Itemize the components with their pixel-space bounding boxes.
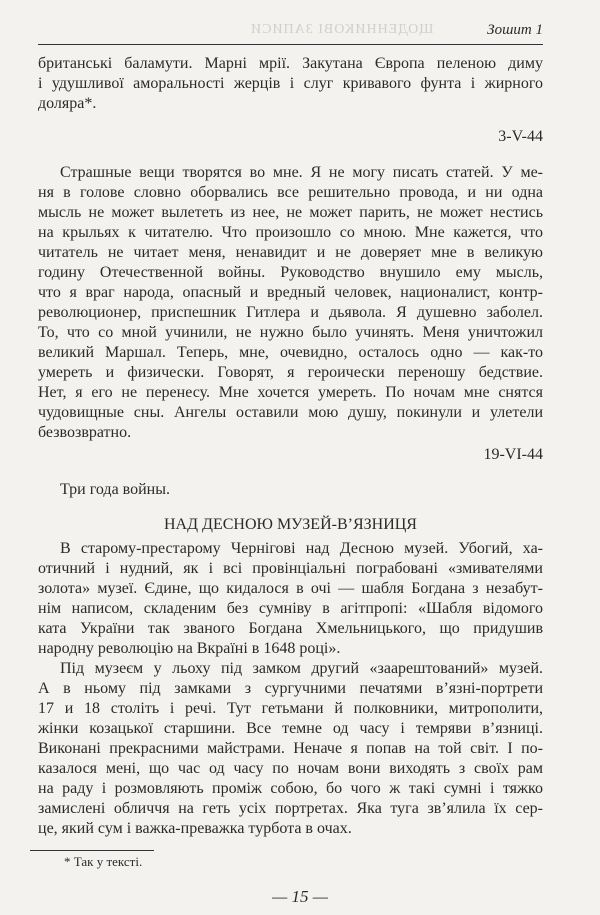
text-line: Виконані прекрасними майстрами. Неначе я попав на той світ. І по- <box>38 740 543 757</box>
text-line: что я враг народа, опасный и вредный человек, националист, контр- <box>38 284 543 301</box>
section-para-1 <box>38 539 543 659</box>
text-line: це, який сум і важка-преважка турбота в очах. <box>38 820 352 837</box>
text-line: на крыльях к читателю. Что произошло со мною. Мне кажется, что <box>38 224 543 241</box>
text-line: ката України так званого Богдана Хмельницького, що придушив <box>38 620 543 637</box>
text-line: великий Маршал. Теперь, мне, очевидно, осталось одно — как-то <box>38 344 543 361</box>
entry-date: 3-V-44 <box>498 128 543 145</box>
page-number: — 15 — <box>272 887 328 906</box>
text-line: отичний і нудний, як і всі провінціальні пограбовані «змивателями <box>38 560 543 577</box>
text-line: читатель не читает меня, ненавидит и не доверяет мне в великую <box>38 244 543 261</box>
entry-date: 19-VI-44 <box>483 446 543 463</box>
text-line: Нет, я его не перенесу. Мне хочется умереть. По ночам мне снятся <box>38 384 543 401</box>
footnote: * Так у тексті. <box>64 854 143 869</box>
section-heading-wrap <box>38 515 543 535</box>
section-heading: НАД ДЕСНОЮ МУЗЕЙ-В’ЯЗНИЦЯ <box>164 516 417 533</box>
text-line: золота» музеї. Єдине, що кидалося в очі — шабля Богдана з незабут- <box>38 580 543 597</box>
footnote-rule <box>30 850 154 851</box>
text-line: і удушливої аморальності жерців і слуг кривавого фунта і жирного <box>38 75 543 92</box>
text-line: годину Отечественной войны. Руководство внушило ему мысль, <box>38 264 543 281</box>
text-line: на раду і розмовляють проміж собою, бо чого ж такі сумні і тяжко <box>38 780 543 797</box>
text-line: казалося мені, що час од часу по ночам вони виходять з своїх рам <box>38 760 543 777</box>
text-line: жінки козацької старшини. Все темне од часу і темряви в’язниці. <box>38 720 543 737</box>
block-2 <box>38 163 543 443</box>
show-through-text: ЩОДЕННИКОВІ ЗАПИСИ <box>250 22 434 37</box>
text-line: В старому-престарому Чернігові над Десною музей. Убогий, ха- <box>60 540 543 557</box>
text-line: мысль не может вылететь из нее, не может парить, не может нестись <box>38 204 543 221</box>
text-line: революционер, приспешник Гитлера и дьявола. Я душевно заболел. <box>38 304 543 321</box>
date-1 <box>38 127 543 147</box>
text-line: умереть и физически. Говорят, я героически переношу бедствие. <box>38 364 543 381</box>
text-line: замислені обличчя на геть усіх портретах. Яка туга зв’ялила їх сер- <box>38 800 543 817</box>
text-line: Три года войны. <box>60 481 170 498</box>
text-line: А в ньому під замками з сургучними печатями в’язні-портрети <box>38 680 543 697</box>
text-line: ня в голове словно оборвались все решительно провода, и ни одна <box>38 184 543 201</box>
text-line: 17 и 18 століть і речі. Тут гетьмани й полковники, митрополити, <box>38 700 543 717</box>
section-para-2 <box>38 659 543 839</box>
text-line: чудовищные сны. Ангелы оставили мою душу, покинули и улетели <box>38 404 543 421</box>
block-3 <box>38 480 543 500</box>
text-line: Страшные вещи творятся во мне. Я не могу писать статей. У ме- <box>60 164 543 181</box>
text-line: безвозвратно. <box>38 424 132 441</box>
text-line: доляра*. <box>38 95 97 112</box>
date-2 <box>38 445 543 465</box>
text-line: нім написом, складеним без сумніву в агітпропі: «Шабля відомого <box>38 600 543 617</box>
text-line: Під музеєм у льоху під замком другий «заарештований» музей. <box>60 660 543 677</box>
text-line: То, что со мной учинили, не нужно было учинять. Меня уничтожил <box>38 324 543 341</box>
text-line: народну революцію на Вкраїні в 1648 році». <box>38 640 341 657</box>
block-1 <box>38 54 543 114</box>
text-line: британські баламути. Марні мрії. Закутана Європа пеленою диму <box>38 55 543 72</box>
section-title: Зошит 1 <box>487 22 543 38</box>
